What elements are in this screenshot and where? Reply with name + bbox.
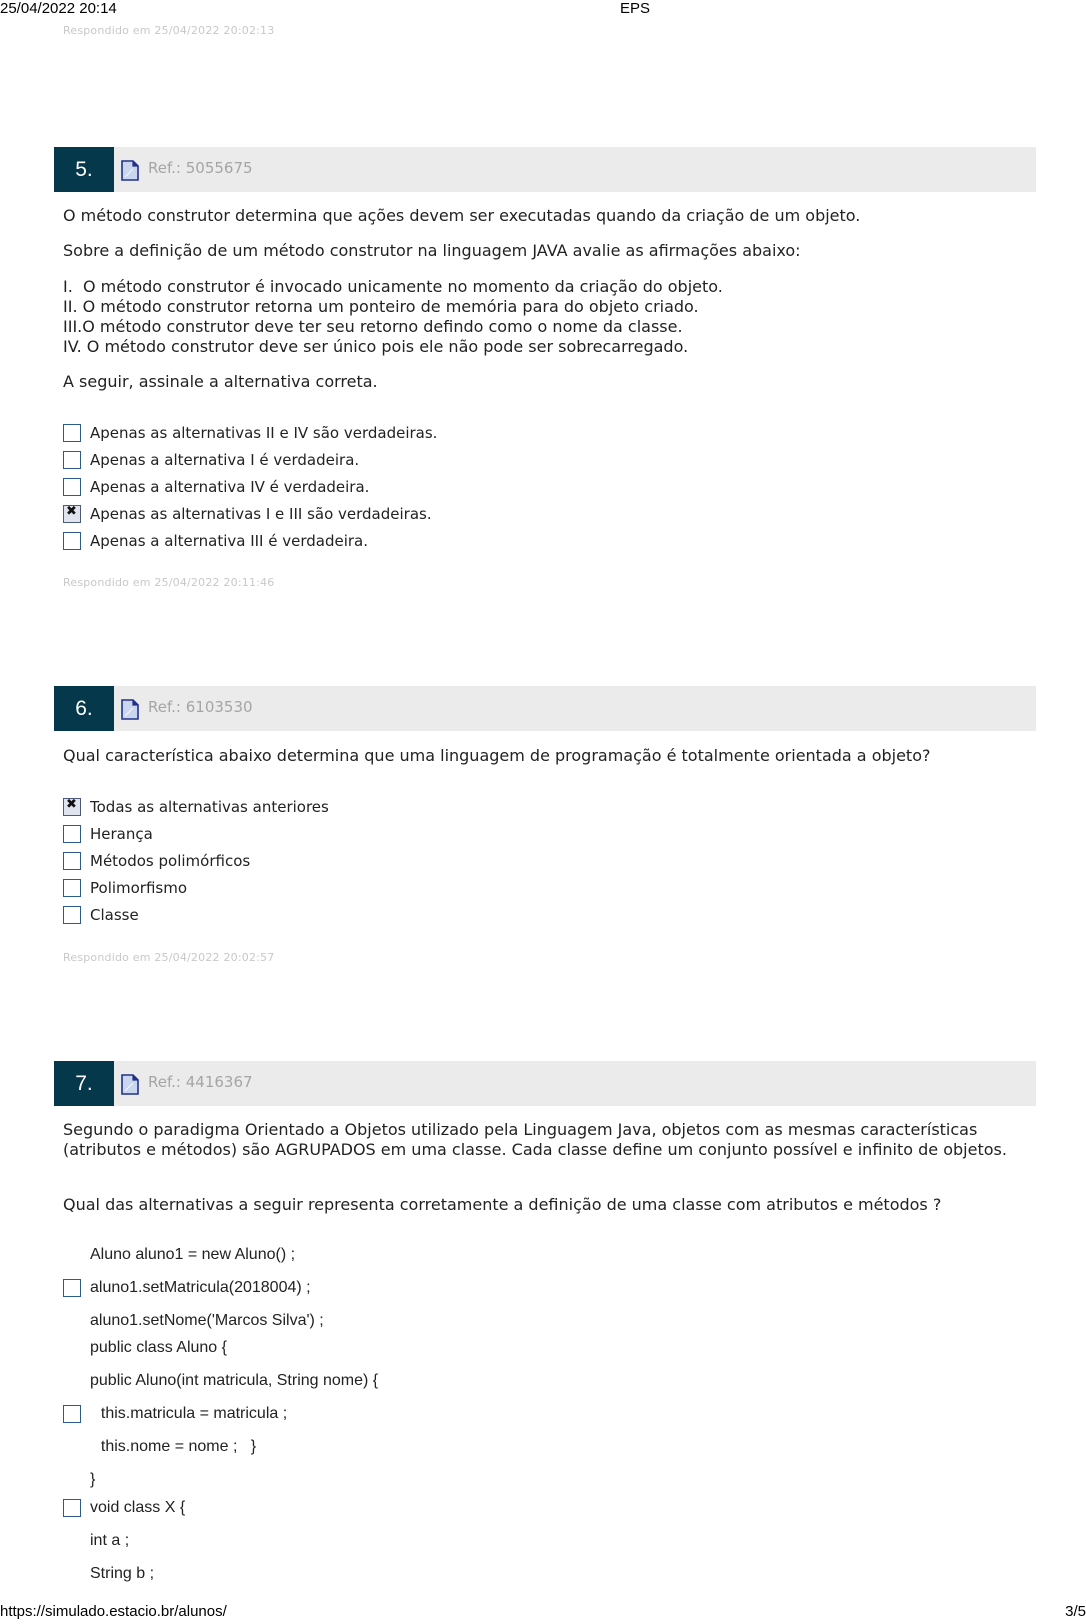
question-number: 5.	[54, 147, 114, 192]
question-6-header	[54, 686, 1036, 731]
question-number: 7.	[54, 1061, 114, 1106]
question-prompt: Qual característica abaixo determina que uma linguagem de programação é totalmente orientada a objeto?	[63, 746, 931, 765]
option-q7-a-checkbox[interactable]	[63, 1279, 81, 1297]
checkbox[interactable]	[63, 879, 81, 897]
option-label: Classe	[90, 906, 139, 924]
print-footer	[0, 1603, 1086, 1623]
option-label: Herança	[90, 825, 153, 843]
checkbox-checked[interactable]	[63, 798, 81, 816]
option-q6-c[interactable]	[63, 851, 250, 871]
checkbox[interactable]	[63, 424, 81, 442]
option-q6-b[interactable]	[63, 824, 153, 844]
print-datetime: 25/04/2022 20:14	[0, 0, 117, 17]
code-line: public Aluno(int matricula, String nome) {	[90, 1372, 379, 1389]
checkbox[interactable]	[63, 478, 81, 496]
checkbox-checked[interactable]	[63, 505, 81, 523]
checkbox[interactable]	[63, 825, 81, 843]
option-q5-e[interactable]	[63, 531, 368, 551]
question-intro: O método construtor determina que ações devem ser executadas quando da criação de um objeto.	[63, 206, 861, 225]
code-line: public class Aluno {	[90, 1339, 227, 1356]
option-q5-c[interactable]	[63, 477, 369, 497]
option-label: Polimorfismo	[90, 879, 188, 897]
answered-timestamp: Respondido em 25/04/2022 20:11:46	[63, 576, 275, 589]
option-label: Apenas a alternativa I é verdadeira.	[90, 451, 360, 469]
option-label: Apenas as alternativas II e IV são verdadeiras.	[90, 424, 438, 442]
option-label: Apenas a alternativa III é verdadeira.	[90, 532, 369, 550]
print-title: EPS	[620, 0, 651, 17]
option-q5-a[interactable]	[63, 423, 437, 443]
checkbox[interactable]	[63, 532, 81, 550]
question-intro: Segundo o paradigma Orientado a Objetos utilizado pela Linguagem Java, objetos com as mesmas características (atributos e métodos) são AGRUPADOS em uma classe. Cada classe define um conjunto possível e infinito de objetos.	[63, 1120, 1007, 1159]
option-label: Apenas a alternativa IV é verdadeira.	[90, 478, 370, 496]
statement-iii: III.O método construtor deve ter seu retorno defindo como o nome da classe.	[63, 317, 683, 336]
question-ref: Ref.: 5055675	[148, 159, 253, 177]
code-line: }	[90, 1471, 96, 1488]
answered-timestamp: Respondido em 25/04/2022 20:02:13	[63, 24, 275, 37]
option-q6-e[interactable]	[63, 905, 139, 925]
option-q5-b[interactable]	[63, 450, 359, 470]
code-line: Aluno aluno1 = new Aluno() ;	[90, 1246, 296, 1263]
code-line: aluno1.setMatricula(2018004) ;	[90, 1279, 311, 1296]
option-q6-a[interactable]	[63, 797, 329, 817]
code-line: int a ;	[90, 1532, 130, 1549]
question-number: 6.	[54, 686, 114, 731]
question-7-header	[54, 1061, 1036, 1106]
statement-iv: IV. O método construtor deve ser único pois ele não pode ser sobrecarregado.	[63, 337, 689, 356]
print-url: https://simulado.estacio.br/alunos/	[0, 1603, 227, 1620]
print-header	[0, 0, 1086, 18]
checkbox[interactable]	[63, 852, 81, 870]
answered-timestamp: Respondido em 25/04/2022 20:02:57	[63, 951, 275, 964]
question-ref: Ref.: 4416367	[148, 1073, 253, 1091]
code-line: String b ;	[90, 1565, 155, 1582]
option-label: Métodos polimórficos	[90, 852, 251, 870]
document-icon	[121, 1074, 139, 1095]
document-icon	[121, 160, 139, 181]
question-prompt: Sobre a definição de um método construtor na linguagem JAVA avalie as afirmações abaixo:	[63, 241, 801, 260]
statement-i: I. O método construtor é invocado unicamente no momento da criação do objeto.	[63, 277, 723, 296]
option-label: Apenas as alternativas I e III são verdadeiras.	[90, 505, 432, 523]
question-ref: Ref.: 6103530	[148, 698, 253, 716]
code-line: this.nome = nome ; }	[92, 1438, 257, 1455]
option-q7-c-checkbox[interactable]	[63, 1499, 81, 1517]
question-5-header	[54, 147, 1036, 192]
checkbox[interactable]	[63, 451, 81, 469]
checkbox[interactable]	[63, 906, 81, 924]
code-line: aluno1.setNome('Marcos Silva') ;	[90, 1312, 324, 1329]
option-q5-d[interactable]	[63, 504, 432, 524]
option-q7-b-checkbox[interactable]	[63, 1405, 81, 1423]
page-number: 3/5	[1065, 1603, 1086, 1620]
question-prompt: Qual das alternativas a seguir representa corretamente a definição de uma classe com atributos e métodos ?	[63, 1195, 942, 1214]
question-instruction: A seguir, assinale a alternativa correta.	[63, 372, 378, 391]
option-label: Todas as alternativas anteriores	[90, 798, 329, 816]
code-line: this.matricula = matricula ;	[92, 1405, 288, 1422]
document-icon	[121, 699, 139, 720]
option-q6-d[interactable]	[63, 878, 187, 898]
statement-ii: II. O método construtor retorna um ponteiro de memória para do objeto criado.	[63, 297, 699, 316]
code-line: void class X {	[90, 1499, 186, 1516]
